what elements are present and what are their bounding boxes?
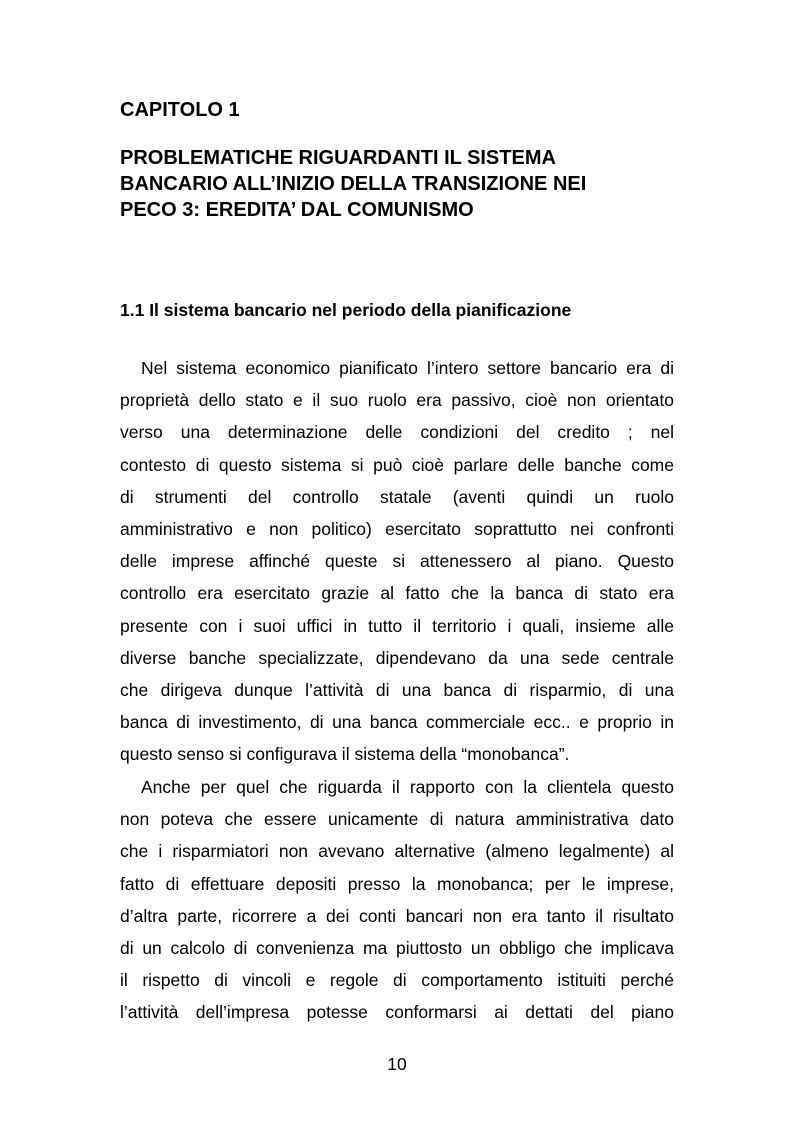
paragraph-1 <box>120 352 674 770</box>
paragraph-2 <box>120 771 674 1029</box>
text-line: il rispetto di vincoli e regole di comportamento istituiti perché <box>120 970 674 991</box>
text-line: delle imprese affinché queste si attenessero al piano. Questo <box>120 551 674 572</box>
chapter-title-line: PROBLEMATICHE RIGUARDANTI IL SISTEMA <box>120 147 556 169</box>
text-line: l’attività dell’impresa potesse conformarsi ai dettati del piano <box>120 1002 674 1023</box>
text-line: contesto di questo sistema si può cioè parlare delle banche come <box>120 454 674 475</box>
text-line: che dirigeva dunque l’attività di una banca di risparmio, di una <box>120 679 674 700</box>
text-line: amministrativo e non politico) esercitato soprattutto nei confronti <box>120 518 674 539</box>
text-line: diverse banche specializzate, dipendevano da una sede centrale <box>120 647 674 668</box>
text-line: controllo era esercitato grazie al fatto che la banca di stato era <box>120 583 674 604</box>
chapter-title-line: BANCARIO ALL’INIZIO DELLA TRANSIZIONE NEI <box>120 173 587 195</box>
text-line: verso una determinazione delle condizioni del credito ; nel <box>120 422 674 443</box>
chapter-label: CAPITOLO 1 <box>120 99 240 121</box>
text-line: che i risparmiatori non avevano alternative (almeno legalmente) al <box>120 841 674 862</box>
text-line: non poteva che essere unicamente di natura amministrativa dato <box>120 809 674 830</box>
text-line: di strumenti del controllo statale (aventi quindi un ruolo <box>120 486 674 507</box>
text-line: proprietà dello stato e il suo ruolo era passivo, cioè non orientato <box>120 390 674 411</box>
chapter-title <box>120 145 680 223</box>
page-number: 10 <box>387 1054 407 1074</box>
text-line: presente con i suoi uffici in tutto il territorio i quali, insieme alle <box>120 615 674 636</box>
chapter-title-line: PECO 3: EREDITA’ DAL COMUNISMO <box>120 199 474 221</box>
text-line: d’altra parte, ricorrere a dei conti bancari non era tanto il risultato <box>120 905 674 926</box>
text-line: Anche per quel che riguarda il rapporto con la clientela questo <box>141 777 674 797</box>
text-line: banca di investimento, di una banca commerciale ecc.. e proprio in <box>120 712 674 733</box>
section-heading: 1.1 Il sistema bancario nel periodo della pianificazione <box>120 300 572 320</box>
text-line: fatto di effettuare depositi presso la monobanca; per le imprese, <box>120 873 674 894</box>
text-line: questo senso si configurava il sistema della “monobanca”. <box>120 744 570 765</box>
text-line: di un calcolo di convenienza ma piuttosto un obbligo che implicava <box>120 937 674 958</box>
text-line: Nel sistema economico pianificato l’intero settore bancario era di <box>141 358 674 378</box>
